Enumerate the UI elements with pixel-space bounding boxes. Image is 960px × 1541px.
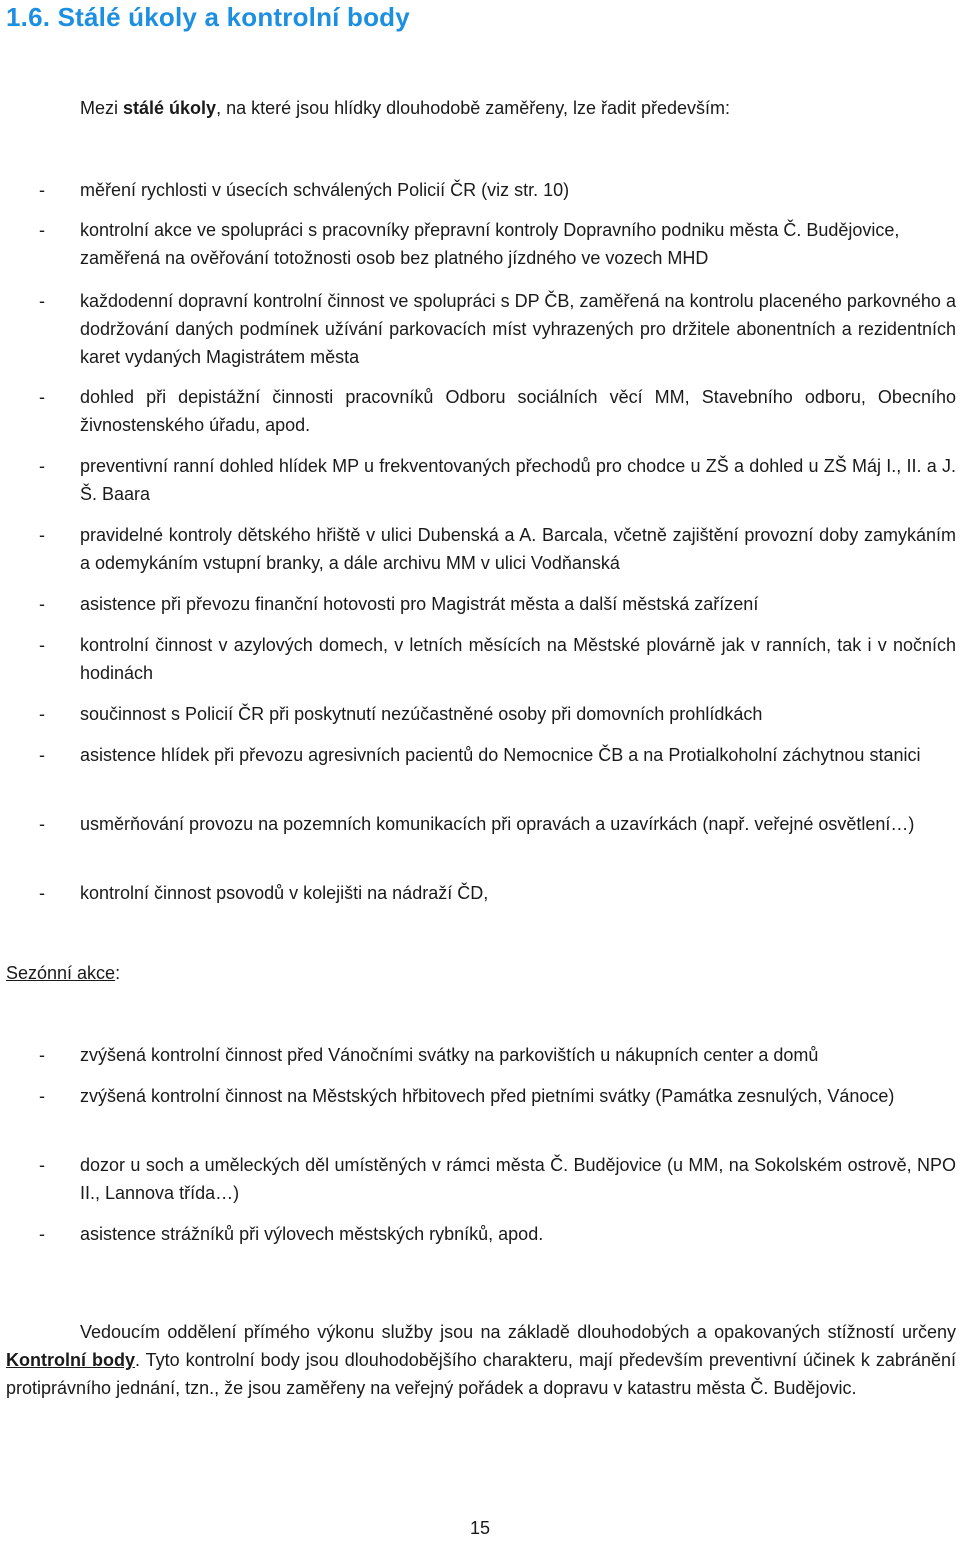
intro-paragraph: Mezi stálé úkoly, na které jsou hlídky dlouhodobě zaměřeny, lze řadit především: [80,98,731,118]
list-bullet: - [39,745,45,765]
list-item: kontrolní činnost v azylových domech, v letních měsících na Městské plovárně jak v ranních, tak i v nočních hodinách [80,635,956,683]
list-bullet: - [39,1086,45,1106]
list-item: preventivní ranní dohled hlídek MP u frekventovaných přechodů pro chodce u ZŠ a dohled u ZŠ Máj I., II. a J. Š. Baara [80,456,956,504]
list-bullet: - [39,387,45,407]
list-item: dozor u soch a uměleckých děl umístěných v rámci města Č. Budějovice (u MM, na Sokolském ostrově, NPO II., Lannova třída…) [80,1155,956,1203]
list-bullet: - [39,635,45,655]
list-item: měření rychlosti v úsecích schválených Policií ČR (viz str. 10) [80,180,570,200]
list-item: kontrolní činnost psovodů v kolejišti na nádraží ČD, [80,883,489,903]
list-bullet: - [39,704,45,724]
list-bullet: - [39,883,45,903]
list-bullet: - [39,1224,45,1244]
list-bullet: - [39,220,45,240]
list-item: asistence strážníků při výlovech městských rybníků, apod. [80,1224,544,1244]
final-paragraph: Vedoucím oddělení přímého výkonu služby jsou na základě dlouhodobých a opakovaných stížností určeny Kontrolní body. Tyto kontrolní body jsou dlouhodobějšího charakteru, mají především preventivní účinek k zabránění protiprávního jednání, tzn., že jsou zaměřeny na veřejný pořádek a dopravu v katastru města Č. Budějovic. [6,1322,956,1398]
list-item: zvýšená kontrolní činnost na Městských hřbitovech před pietními svátky (Památka zesnulých, Vánoce) [80,1086,895,1106]
list-bullet: - [39,180,45,200]
seasonal-heading: Sezónní akce: [6,963,121,983]
list-bullet: - [39,525,45,545]
list-item: dohled při depistážní činnosti pracovníků Odboru sociálních věcí MM, Stavebního odboru, Obecního živnostenského úřadu, apod. [80,387,956,435]
list-bullet: - [39,814,45,834]
list-item: kontrolní akce ve spolupráci s pracovníky přepravní kontroly Dopravního podniku města Č. Budějovice, zaměřená na ověřování totožnosti osob bez platného jízdného ve vozech MHD [80,220,900,268]
list-bullet: - [39,1045,45,1065]
list-bullet: - [39,594,45,614]
page-number: 15 [469,1518,491,1538]
list-item: zvýšená kontrolní činnost před Vánočními svátky na parkovištích u nákupních center a domů [80,1045,819,1065]
list-bullet: - [39,291,45,311]
control-points-term: Kontrolní body [6,1350,135,1370]
list-bullet: - [39,456,45,476]
list-item: asistence při převozu finanční hotovosti pro Magistrát města a další městská zařízení [80,594,759,614]
intro-bold: stálé úkoly [123,98,217,118]
list-item: asistence hlídek při převozu agresivních pacientů do Nemocnice ČB a na Protialkoholní záchytnou stanici [80,745,921,765]
list-bullet: - [39,1155,45,1175]
list-item: pravidelné kontroly dětského hřiště v ulici Dubenská a A. Barcala, včetně zajištění provozní doby zamykáním a odemykáním vstupní branky, a dále archivu MM v ulici Vodňanská [80,525,956,573]
list-item: každodenní dopravní kontrolní činnost ve spolupráci s DP ČB, zaměřená na kontrolu placeného parkovného a dodržování daných podmínek užívání parkovacích míst vyhrazených pro držitele abonentních a rezidentních karet vydaných Magistrátem města [80,291,956,367]
list-item: usměrňování provozu na pozemních komunikacích při opravách a uzavírkách (např. veřejné osvětlení…) [80,814,915,834]
list-item: součinnost s Policií ČR při poskytnutí nezúčastněné osoby při domovních prohlídkách [80,704,763,724]
section-title: 1.6. Stálé úkoly a kontrolní body [6,2,410,32]
